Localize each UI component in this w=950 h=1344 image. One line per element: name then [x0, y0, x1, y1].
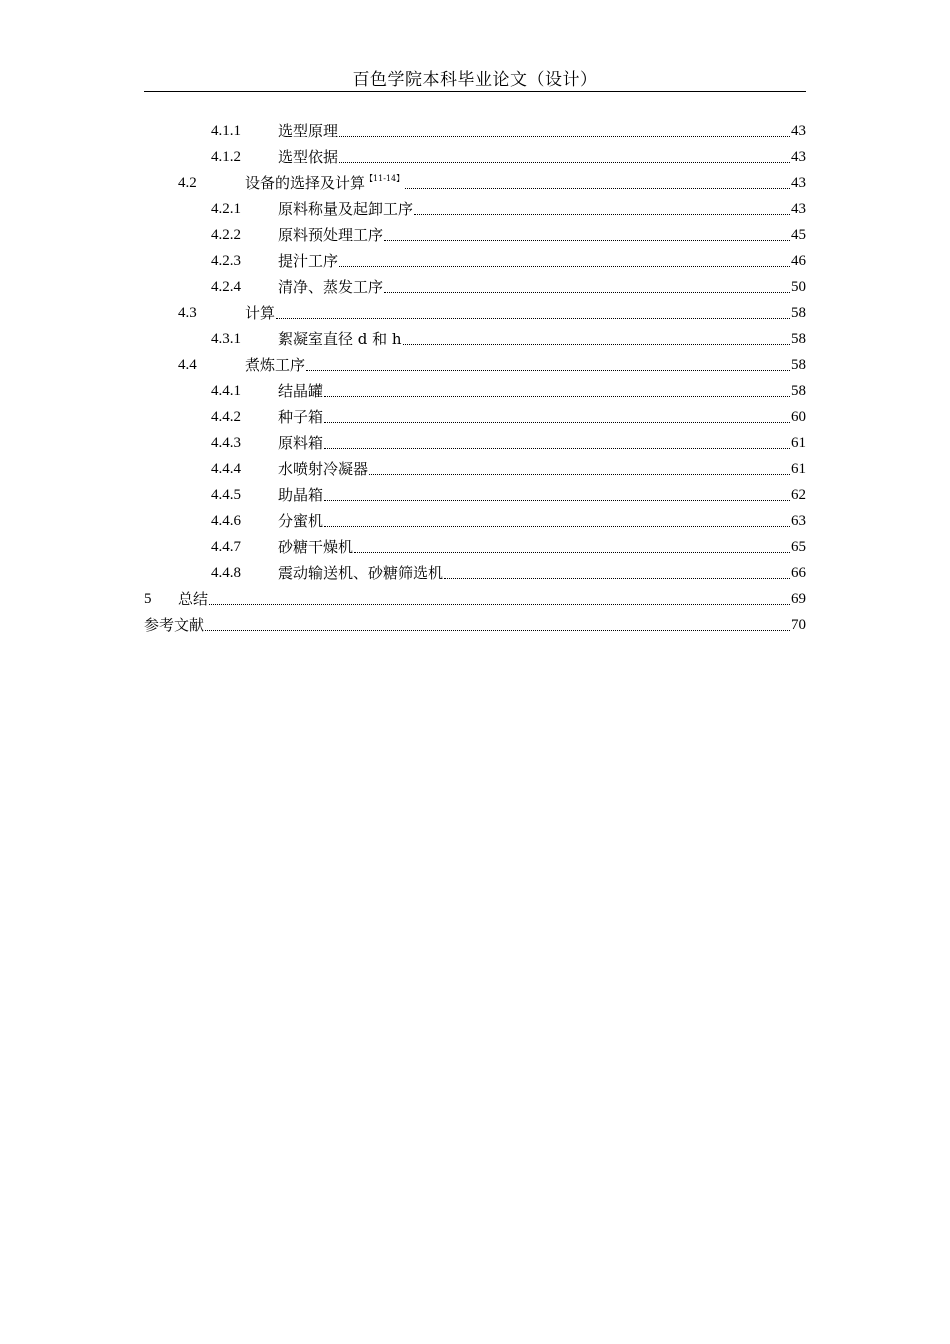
toc-entry-title: [178, 589, 208, 609]
toc-entry-title-text: 选型原理: [278, 122, 339, 140]
toc-dot-leader: [354, 537, 790, 557]
toc-entry-page-number: 66: [791, 565, 806, 581]
toc-entry-page-number: 43: [791, 149, 806, 165]
toc-entry-number: 5: [144, 591, 152, 607]
header-rule: [144, 91, 806, 92]
toc-entry-title-text: 计算: [245, 304, 276, 322]
toc-entry[interactable]: [144, 349, 806, 375]
toc-entry-title-text: 水喷射冷凝器: [278, 460, 369, 478]
toc-entry-page-number: 65: [791, 539, 806, 555]
toc-entry-title: [245, 303, 275, 323]
toc-entry[interactable]: [144, 505, 806, 531]
toc-entry[interactable]: [144, 297, 806, 323]
toc-entry-page-number: 61: [791, 435, 806, 451]
toc-entry[interactable]: [144, 141, 806, 167]
toc-entry-title: [278, 251, 338, 271]
toc-entry-title: [278, 459, 368, 479]
toc-entry-number: 4.4: [178, 357, 197, 373]
toc-dot-leader: [384, 225, 790, 245]
toc-entry-page-number: 58: [791, 331, 806, 347]
toc-entry-title-text: 震动输送机、砂糖筛选机: [278, 564, 444, 582]
toc-entry-title: [278, 485, 323, 505]
toc-entry-title-text: 分蜜机: [278, 512, 324, 530]
toc-entry[interactable]: [144, 557, 806, 583]
toc-entry-number: 4.4.2: [211, 409, 241, 425]
toc-dot-leader: [324, 433, 790, 453]
toc-entry-number: 4.4.1: [211, 383, 241, 399]
toc-entry[interactable]: [144, 401, 806, 427]
toc-dot-leader: [369, 459, 790, 479]
toc-entry-title: [278, 511, 323, 531]
toc-entry-title: [278, 537, 353, 557]
toc-entry-number: 4.4.7: [211, 539, 241, 555]
toc-entry-title-text: 种子箱: [278, 408, 324, 426]
toc-entry-number: 4.4.4: [211, 461, 241, 477]
toc-entry-title: [245, 355, 305, 375]
toc-entry-page-number: 43: [791, 201, 806, 217]
toc-dot-leader: [324, 511, 790, 531]
toc-dot-leader: [405, 173, 790, 193]
toc-entry-page-number: 63: [791, 513, 806, 529]
toc-entry-title-text: 参考文献: [144, 616, 205, 634]
toc-entry-page-number: 60: [791, 409, 806, 425]
toc-entry[interactable]: [144, 167, 806, 193]
toc-entry-title-text: 煮炼工序: [245, 356, 306, 374]
toc-entry-page-number: 58: [791, 357, 806, 373]
toc-entry-number: 4.2.2: [211, 227, 241, 243]
toc-dot-leader: [444, 563, 790, 583]
toc-entry-page-number: 62: [791, 487, 806, 503]
toc-entry-page-number: 46: [791, 253, 806, 269]
toc-entry-title: [278, 563, 443, 583]
toc-entry-number: 4.4.3: [211, 435, 241, 451]
toc-entry-title-text: 助晶箱: [278, 486, 324, 504]
toc-entry-number: 4.2.4: [211, 279, 241, 295]
toc-entry[interactable]: [144, 115, 806, 141]
toc-entry-number: 4.2.1: [211, 201, 241, 217]
toc-entry-citation: 【11-14】: [365, 174, 405, 183]
toc-entry-number: 4.2: [178, 175, 197, 191]
toc-entry-title-text: 原料箱: [278, 434, 324, 452]
toc-dot-leader: [276, 303, 790, 323]
toc-entry-title: [278, 121, 338, 141]
toc-entry-title-text: 清净、蒸发工序: [278, 278, 384, 296]
toc-dot-leader: [403, 329, 790, 349]
toc-entry-page-number: 58: [791, 305, 806, 321]
toc-dot-leader: [339, 121, 790, 141]
toc-entry-title: [278, 277, 383, 297]
toc-entry-title-text: 总结: [178, 590, 209, 608]
toc-entry-page-number: 58: [791, 383, 806, 399]
toc-entry-page-number: 45: [791, 227, 806, 243]
toc-entry[interactable]: [144, 193, 806, 219]
toc-dot-leader: [414, 199, 790, 219]
table-of-contents: [144, 115, 806, 635]
toc-entry-number: 4.4.8: [211, 565, 241, 581]
toc-entry-title-text: 结晶罐: [278, 382, 324, 400]
toc-entry[interactable]: [144, 479, 806, 505]
toc-dot-leader: [324, 381, 790, 401]
toc-entry-number: 4.3.1: [211, 331, 241, 347]
toc-dot-leader: [339, 147, 790, 167]
toc-entry-title: [278, 199, 413, 219]
toc-entry-title-text: 砂糖干燥机: [278, 538, 354, 556]
toc-entry[interactable]: [144, 531, 806, 557]
toc-entry-page-number: 43: [791, 175, 806, 191]
toc-entry[interactable]: [144, 323, 806, 349]
toc-entry-title: [278, 407, 323, 427]
toc-dot-leader: [306, 355, 790, 375]
toc-entry-title-text: 提汁工序: [278, 252, 339, 270]
toc-entry[interactable]: [144, 375, 806, 401]
toc-entry[interactable]: [144, 271, 806, 297]
toc-entry[interactable]: [144, 609, 806, 635]
toc-entry-title: [278, 381, 323, 401]
toc-entry[interactable]: [144, 219, 806, 245]
toc-entry-title: [278, 433, 323, 453]
toc-entry-page-number: 61: [791, 461, 806, 477]
toc-entry-number: 4.3: [178, 305, 197, 321]
toc-entry[interactable]: [144, 583, 806, 609]
toc-dot-leader: [324, 485, 790, 505]
toc-entry[interactable]: [144, 453, 806, 479]
toc-entry-page-number: 69: [791, 591, 806, 607]
toc-entry-title: [278, 147, 338, 167]
toc-entry-title: [144, 615, 204, 635]
toc-entry-page-number: 50: [791, 279, 806, 295]
toc-entry-title: [245, 173, 404, 193]
toc-entry-number: 4.4.6: [211, 513, 241, 529]
toc-entry[interactable]: [144, 245, 806, 271]
toc-entry-title-text: 絮凝室直径 d 和 h: [278, 330, 402, 348]
toc-entry-number: 4.4.5: [211, 487, 241, 503]
toc-entry-page-number: 43: [791, 123, 806, 139]
toc-entry-title: [278, 329, 402, 349]
toc-entry-title-text: 设备的选择及计算: [245, 174, 366, 192]
toc-entry-title-text: 选型依据: [278, 148, 339, 166]
toc-entry-title: [278, 225, 383, 245]
toc-entry-title-text: 原料预处理工序: [278, 226, 384, 244]
toc-entry-title-text: 原料称量及起卸工序: [278, 200, 414, 218]
toc-dot-leader: [339, 251, 790, 271]
toc-dot-leader: [205, 615, 790, 635]
toc-entry-number: 4.1.1: [211, 123, 241, 139]
toc-dot-leader: [384, 277, 790, 297]
toc-entry-number: 4.2.3: [211, 253, 241, 269]
toc-dot-leader: [324, 407, 790, 427]
toc-dot-leader: [209, 589, 790, 609]
page-header-title: 百色学院本科毕业论文（设计）: [352, 70, 598, 90]
toc-entry-number: 4.1.2: [211, 149, 241, 165]
toc-entry-page-number: 70: [791, 617, 806, 633]
toc-entry[interactable]: [144, 427, 806, 453]
